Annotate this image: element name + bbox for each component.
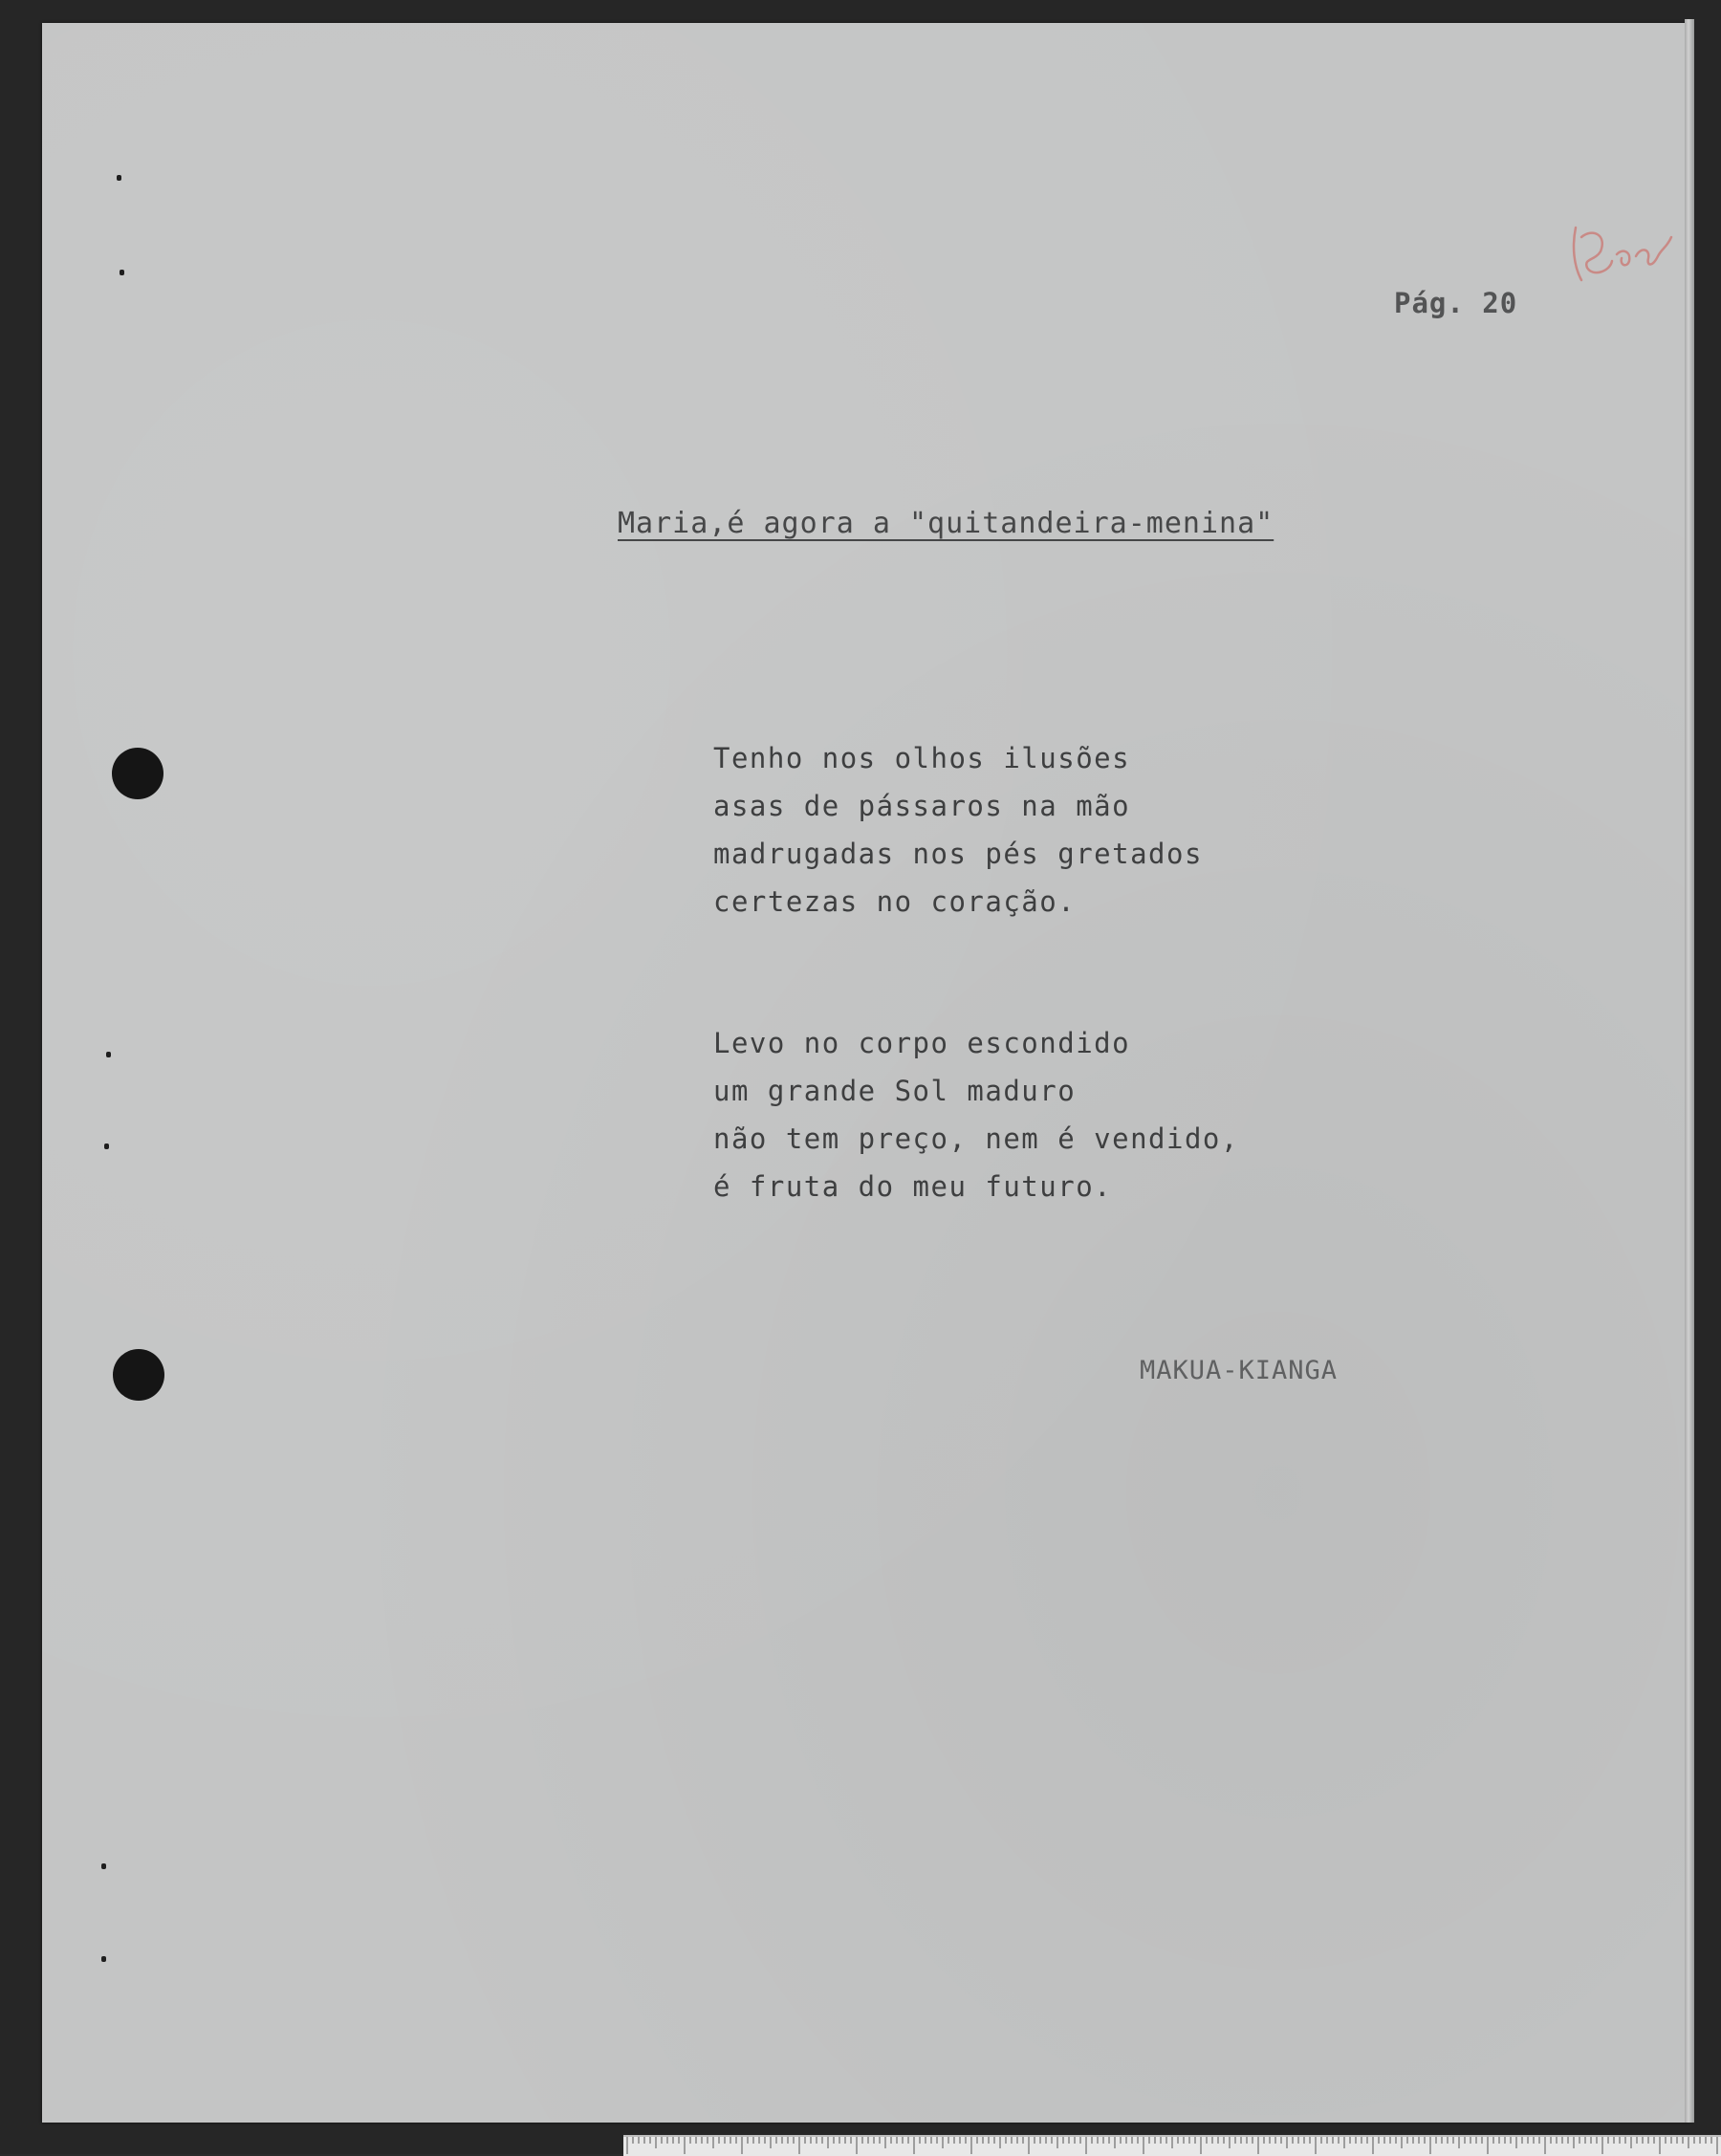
margin-speck [101,1956,106,1962]
margin-speck [117,175,121,181]
poem-author: MAKUA-KIANGA [1140,1356,1339,1385]
margin-speck [120,270,124,275]
poem-title: Maria,é agora a "quitandeira-menina" [618,507,1274,540]
margin-speck [106,1052,111,1057]
poem-line: um grande Sol maduro [713,1075,1077,1107]
poem-line: Tenho nos olhos ilusões [713,742,1131,774]
poem-line: Levo no corpo escondido [713,1027,1131,1059]
poem-line: asas de pássaros na mão [713,790,1131,822]
pencil-annotation [1564,208,1679,294]
poem-line: não tem preço, nem é vendido, [713,1122,1239,1155]
poem-stanza-2 [713,1019,1239,1210]
margin-speck [101,1863,106,1869]
punch-hole-upper [112,748,163,799]
poem-line: madrugadas nos pés gretados [713,838,1203,870]
page-right-edge [1685,19,1694,2123]
ruler-ticks [623,2137,1721,2156]
scan-ruler [623,2135,1721,2156]
margin-speck [104,1143,109,1149]
page-number: Pág. 20 [1394,287,1518,319]
poem-line: é fruta do meu futuro. [713,1170,1113,1203]
poem-line: certezas no coração. [713,885,1077,918]
poem-stanza-1 [713,734,1203,926]
punch-hole-lower [113,1349,164,1401]
